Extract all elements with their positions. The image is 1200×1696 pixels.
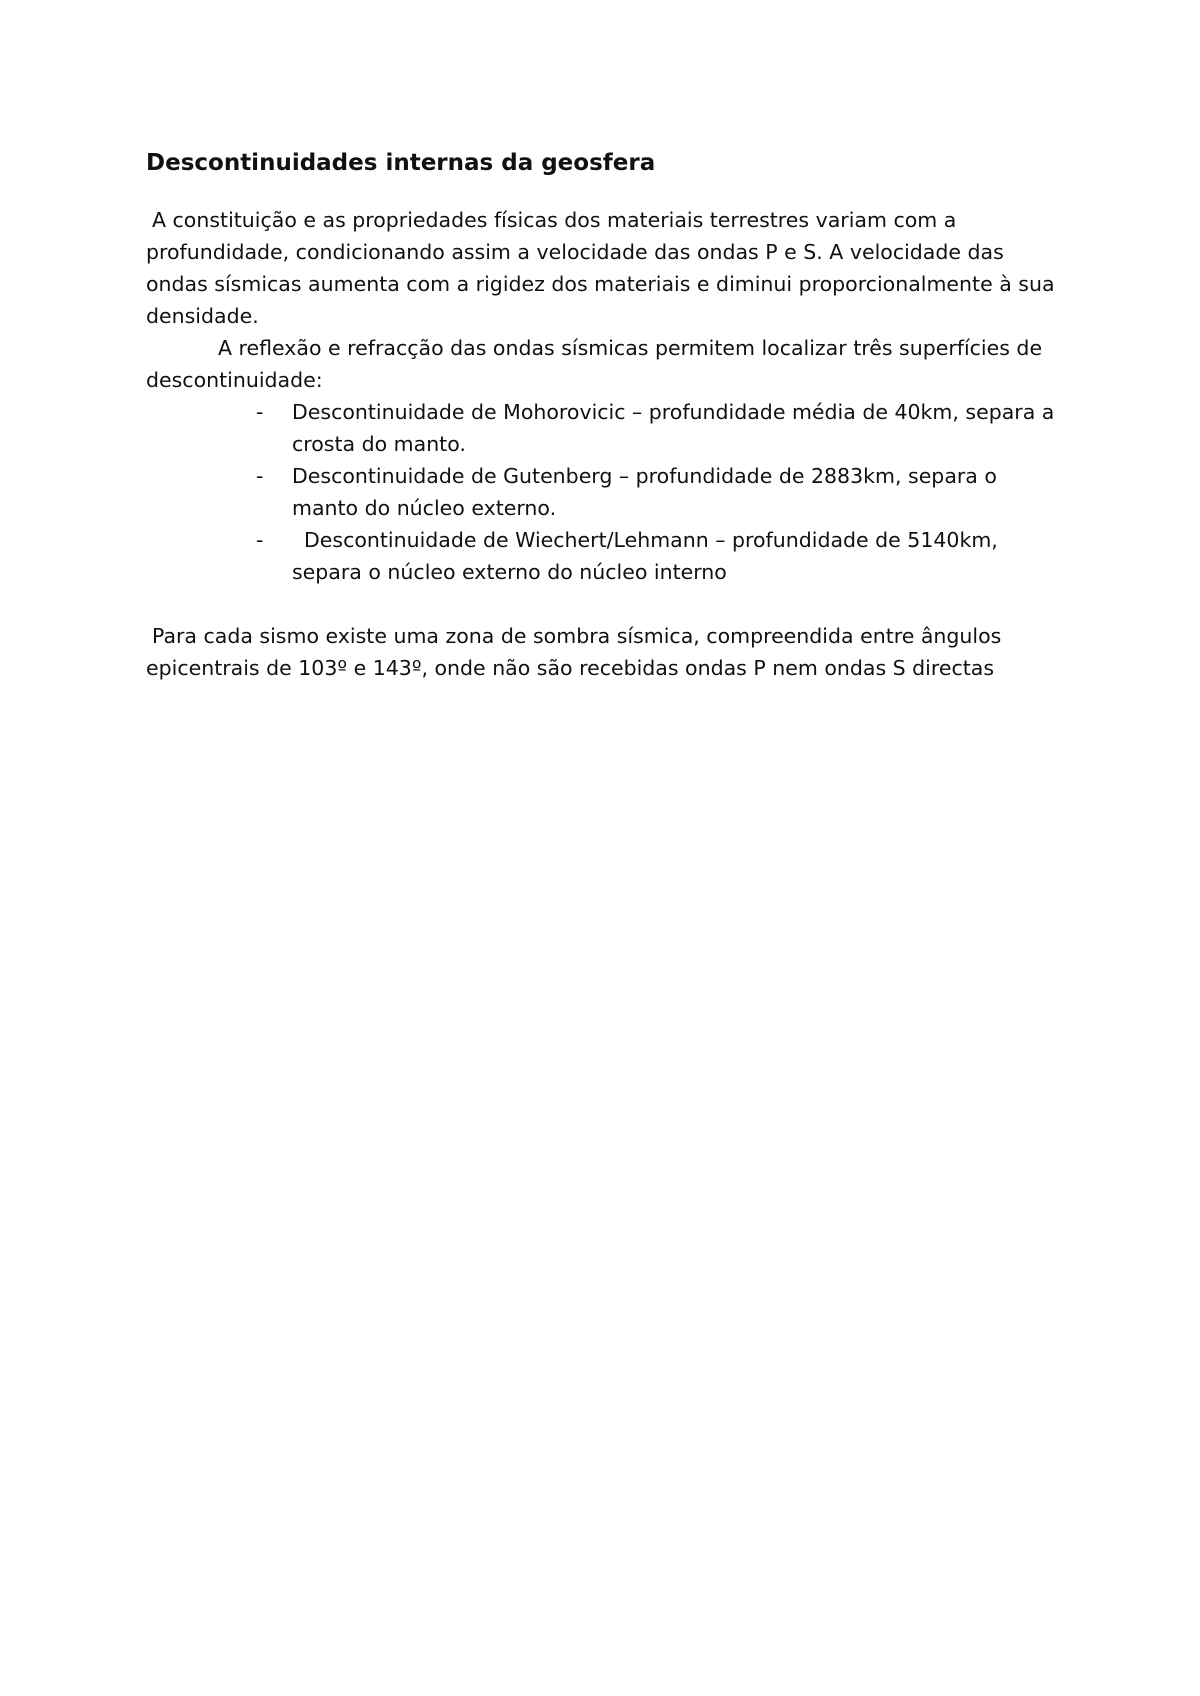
list-item-mohorovicic	[256, 396, 1066, 460]
list-item-text: Descontinuidade de Gutenberg – profundidade de 2883km, separa o manto do núcleo externo.	[292, 464, 997, 520]
document-body	[146, 146, 1066, 684]
blank-line	[146, 588, 1066, 620]
list-bullet: -	[256, 464, 264, 488]
paragraph-shadow-zone: Para cada sismo existe uma zona de sombra sísmica, compreendida entre ângulos epicentrais de 103º e 143º, onde não são recebidas ondas P nem ondas S directas	[146, 624, 1002, 680]
paragraph-reflection: A reflexão e refracção das ondas sísmicas permitem localizar três superfícies de descontinuidade:	[146, 336, 1043, 392]
document-title: Descontinuidades internas da geosfera	[146, 150, 656, 176]
paragraph-constitution: A constituição e as propriedades físicas dos materiais terrestres variam com a profundidade, condicionando assim a velocidade das ondas P e S. A velocidade das ondas sísmicas aumenta com a rigidez dos materiais e diminui proporcionalmente à sua densidade.	[146, 208, 1055, 328]
list-item-gutenberg	[256, 460, 1066, 524]
list-item-text: Descontinuidade de Wiechert/Lehmann – profundidade de 5140km, separa o núcleo externo do núcleo interno	[292, 528, 998, 584]
list-bullet: -	[256, 528, 264, 552]
discontinuity-list	[146, 396, 1066, 588]
list-item-wiechert-lehmann	[256, 524, 1066, 588]
list-bullet: -	[256, 400, 264, 424]
list-item-text: Descontinuidade de Mohorovicic – profundidade média de 40km, separa a crosta do manto.	[292, 400, 1055, 456]
